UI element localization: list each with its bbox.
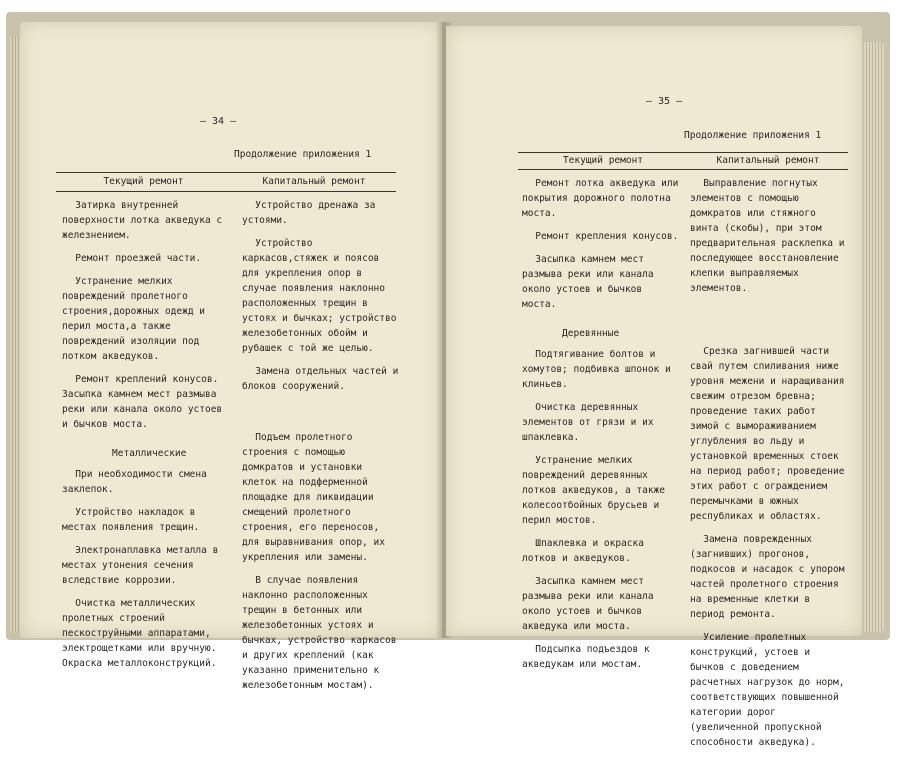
list-item: Очистка деревянных элементов от грязи и их шпаклевка. <box>522 402 654 443</box>
list-item: Ремонт лотка акведука или покрытия дорожного полотна моста. <box>522 178 679 219</box>
list-item: Засыпка камнем мест размыва реки или канала около устоев и бычков акведука или моста. <box>522 576 654 632</box>
list-item: Усиление пролетных конструкций, устоев и бычков с доведением расчетных нагрузок до норм, соответствующих повышенной категории дорог (увеличенной пропускной способности акведука). <box>690 632 845 748</box>
page-number: — 34 — <box>200 116 237 127</box>
current-repair-column <box>522 176 682 680</box>
list-item: Срезка загнившей части свай путем спиливания ниже уровня межени и наращивания свежим отрезом бревна; проведение таких работ зимой с вымораживанием углубления во льду и установкой временных стоек на период работ; проведение этих работ с ограждением перемычками в южных республиках и областях. <box>690 346 845 522</box>
table-header-rule <box>518 169 848 170</box>
current-repair-column <box>62 198 232 679</box>
list-item: Устройство дренажа за устоями. <box>242 200 376 226</box>
list-item: Устройство каркасов,стяжек и поясов для укрепления опор в случае появления наклонно расположенных трещин в устоях и бычках; устройство железобетонных обойм и рубашек с той же целью. <box>242 238 397 354</box>
list-item: Подъем пролетного строения с помощью домкратов и установки клеток на подферменной площадке для ликвидации смещений пролетного строения, его переносов, для выравнивания опор, их укрепления или замены. <box>242 432 385 563</box>
list-item: Подтягивание болтов и хомутов; подбивка шпонок и клиньев. <box>522 349 671 390</box>
column-header-current: Текущий ремонт <box>103 176 184 187</box>
capital-repair-column <box>690 176 850 758</box>
section-heading-wood: Деревянные <box>562 328 620 339</box>
left-page <box>20 22 442 691</box>
column-header-capital: Капитальный ремонт <box>716 155 820 166</box>
list-item: Электронаплавка металла в местах утонения сечения вследствие коррозии. <box>62 545 219 586</box>
section-heading-metal: Металлические <box>112 448 187 459</box>
list-item: Подсыпка подъездов к акведукам или мостам. <box>522 644 650 670</box>
left-page-edges <box>10 36 20 632</box>
list-item: Устранение мелких повреждений деревянных лотков акведуков, а также колесоотбойных брусьев и перил мостов. <box>522 455 665 526</box>
list-item: Ремонт проезжей части. <box>75 253 202 264</box>
column-header-capital: Капитальный ремонт <box>262 176 366 187</box>
list-item: Очистка металлических пролетных строений пескоструйными аппаратами, электрощетками или вручную. Окраска металлоконструкций. <box>62 598 217 669</box>
list-item: Ремонт крепления конусов. <box>535 231 679 242</box>
appendix-continuation: Продолжение приложения 1 <box>684 130 822 141</box>
list-item: Затирка внутренней поверхности лотка акведука с железнением. <box>62 200 223 241</box>
list-item: Устранение мелких повреждений пролетного строения,дорожных одежд и перил моста,а также повреждений изоляции под лотком акведуков. <box>62 276 205 362</box>
right-page-edges <box>864 42 884 632</box>
list-item: Засыпка камнем мест размыва реки или канала около устоев и бычков моста. <box>522 254 654 310</box>
list-item: Замена поврежденных (загнивших) прогонов, подкосов и насадок с упором частей пролетного строения на временные клетки в период ремонта. <box>690 534 845 620</box>
appendix-continuation: Продолжение приложения 1 <box>234 149 372 160</box>
right-page <box>446 26 862 748</box>
list-item: Ремонт креплений конусов. Засыпка камнем мест размыва реки или канала около устоев и бычков моста. <box>62 374 223 430</box>
column-header-current: Текущий ремонт <box>562 155 644 166</box>
list-item: В случае появления наклонно расположенных трещин в бетонных или железобетонных устоях и бычках, устройство каркасов и других креплений (как указанно применительно к железобетонным мостам). <box>242 575 397 691</box>
table-top-rule <box>518 152 848 153</box>
list-item: Выправление погнутых элементов с помощью домкратов или стяжного винта (скобы), при этом предварительная расклепка и последующее восстановление клепки выправляемых элементов. <box>690 178 845 294</box>
page-number: — 35 — <box>646 96 683 107</box>
table-header-rule <box>56 191 396 192</box>
table-top-rule <box>56 172 396 173</box>
list-item: Устройство накладок в местах появления трещин. <box>62 507 200 533</box>
capital-repair-column <box>242 198 402 701</box>
list-item: При необходимости смена заклепок. <box>62 469 207 495</box>
list-item: Шпаклевка и окраска лотков и акведуков. <box>522 538 644 564</box>
open-book <box>6 12 890 748</box>
list-item: Замена отдельных частей и блоков сооружений. <box>242 366 399 392</box>
